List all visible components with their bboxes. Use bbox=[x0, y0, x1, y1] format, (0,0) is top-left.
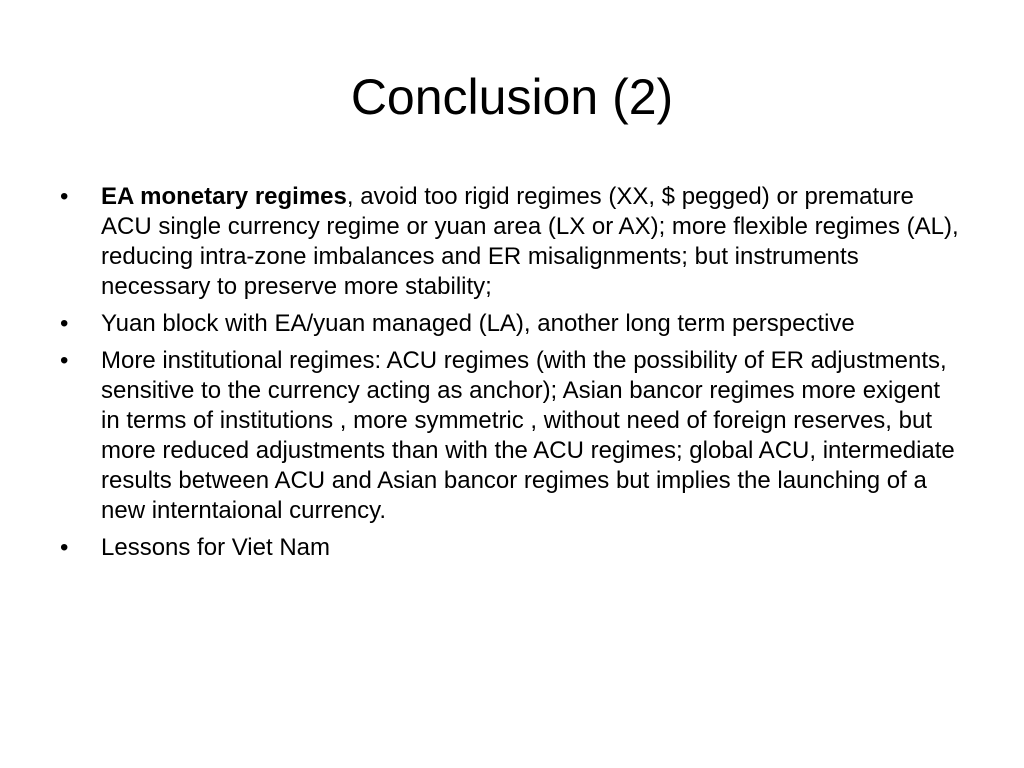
bullet-text: More institutional regimes: ACU regimes (with the possibility of ER adjustments, sensitive to the currency acting as anchor); Asian bancor regimes more exigent in terms of institutions , more symmetric , without need of foreign reserves, but more reduced adjustments than with the ACU regimes; global ACU, intermediate results between ACU and Asian bancor regimes but implies the launching of a new interntaional currency. bbox=[101, 347, 955, 524]
bullet-bold-lead: EA monetary regimes bbox=[101, 183, 347, 210]
slide-title: Conclusion (2) bbox=[350, 69, 674, 125]
bullet-list bbox=[60, 182, 960, 570]
bullet-item-institutional-regimes bbox=[60, 346, 960, 526]
bullet-text: Yuan block with EA/yuan managed (LA), another long term perspective bbox=[101, 310, 855, 337]
bullet-dot-icon: • bbox=[60, 310, 69, 337]
bullet-item-yuan-block bbox=[60, 309, 960, 339]
bullet-dot-icon: • bbox=[60, 534, 69, 561]
bullet-text: , avoid too rigid regimes (XX, $ pegged) or premature ACU single currency regime or yuan area (LX or AX); more flexible regimes (AL), reducing intra-zone imbalances and ER misalignments; but instruments necessary to preserve more stability; bbox=[101, 183, 959, 300]
bullet-dot-icon: • bbox=[60, 183, 69, 210]
bullet-item-ea-monetary-regimes bbox=[60, 182, 960, 302]
bullet-item-lessons-viet-nam bbox=[60, 533, 960, 563]
bullet-text: Lessons for Viet Nam bbox=[101, 534, 330, 561]
bullet-dot-icon: • bbox=[60, 347, 69, 374]
